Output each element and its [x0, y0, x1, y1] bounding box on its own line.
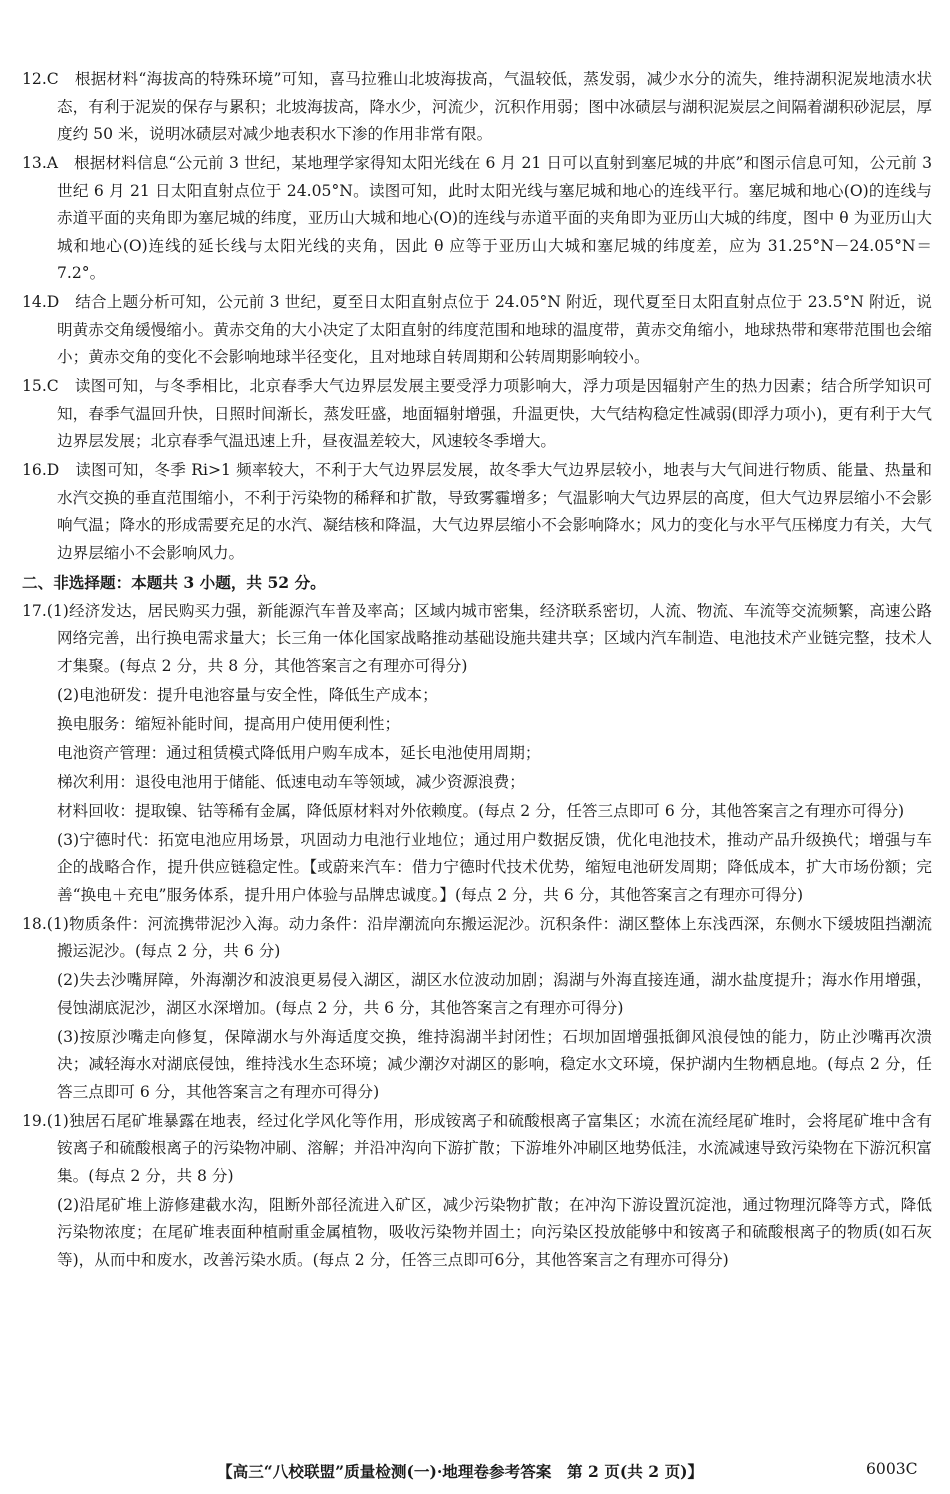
- answer-17-part-2-swap-service: 换电服务：缩短补能时间，提高用户使用便利性；: [57, 714, 401, 733]
- answer-sheet-body: [22, 66, 932, 1276]
- answer-18-part-1: 18.(1)物质条件：河流携带泥沙入海。动力条件：沿岸潮流向东搬运泥沙。沉积条件：湖区整体上东浅西深，东侧水下缓坡阻挡潮流搬运泥沙。(每点 2 分，共 6 分): [22, 914, 932, 960]
- answer-17-part-2-recycling: 材料回收：提取镍、钴等稀有金属，降低原材料对外依赖度。(每点 2 分，任答三点即可 6 分，其他答案言之有理亦可得分): [57, 801, 905, 820]
- answer-18-part-3: (3)按原沙嘴走向修复，保障湖水与外海适度交换，维持潟湖半封闭性；石坝加固增强抵御风浪侵蚀的能力，防止沙嘴再次溃决；减轻海水对湖底侵蚀，维持浅水生态环境；减少潮汐对湖区的影响，稳定水文环境，保护湖内生物栖息地。(每点 2 分，任答三点即可 6 分，其他答案言之有理亦可得分): [57, 1027, 932, 1101]
- answer-19-part-2: (2)沿尾矿堆上游修建截水沟，阻断外部径流进入矿区，减少污染物扩散；在冲沟下游设置沉淀池，通过物理沉降等方式，降低污染物浓度；在尾矿堆表面种植耐重金属植物，吸收污染物并固土；向污染区投放能够中和铵离子和硫酸根离子的物质(如石灰等)，从而中和废水，改善污染水质。(每点 2 分，任答三点即可6分，其他答案言之有理亦可得分): [57, 1195, 932, 1269]
- section-heading-non-choice: 二、非选择题：本题共 3 小题，共 52 分。: [22, 572, 326, 592]
- footer-title: 【高三“八校联盟”质量检测(一)·地理卷参考答案 第 2 页(共 2 页)】: [217, 1462, 704, 1481]
- answer-17-part-3: (3)宁德时代：拓宽电池应用场景，巩固动力电池行业地位；通过用户数据反馈，优化电池技术，推动产品升级换代；增强与车企的战略合作，提升供应链稳定性。【或蔚来汽车：借力宁德时代技术优势，缩短电池研发周期；降低成本，扩大市场份额；完善“换电＋充电”服务体系，提升用户体验与品牌忠诚度。】(每点 2 分，共 6 分，其他答案言之有理亦可得分): [57, 830, 932, 904]
- answer-12: 12.C 根据材料“海拔高的特殊环境”可知，喜马拉雅山北坡海拔高，气温较低，蒸发弱，减少水分的流失，维持湖积泥炭地渍水状态，有利于泥炭的保存与累积；北坡海拔高，降水少，河流少，沉积作用弱；图中冰碛层与湖积泥炭层之间隔着湖积砂泥层，厚度约 50 米，说明冰碛层对减少地表积水下渗的作用非常有限。: [22, 70, 932, 143]
- answer-17-part-1: 17.(1)经济发达，居民购买力强，新能源汽车普及率高；区域内城市密集，经济联系密切，人流、物流、车流等交流频繁，高速公路网络完善，出行换电需求量大；长三角一体化国家战略推动基础设施共建共享；区域内汽车制造、电池技术产业链完整，技术人才集聚。(每点 2 分，共 8 分，其他答案言之有理亦可得分): [22, 601, 932, 675]
- answer-16: 16.D 读图可知，冬季 Ri>1 频率较大，不利于大气边界层发展，故冬季大气边界层较小，地表与大气间进行物质、能量、热量和水汽交换的垂直范围缩小，不利于污染物的稀释和扩散，导致雾霾增多；气温影响大气边界层的高度，但大气边界层缩小不会影响气温；降水的形成需要充足的水汽、凝结核和降温，大气边界层缩小不会影响降水；风力的变化与水平气压梯度力有关，大气边界层缩小不会影响风力。: [22, 461, 932, 562]
- answer-15: 15.C 读图可知，与冬季相比，北京春季大气边界层发展主要受浮力项影响大，浮力项是因辐射产生的热力因素；结合所学知识可知，春季气温回升快，日照时间渐长，蒸发旺盛，地面辐射增强，升温更快，大气结构稳定性减弱(即浮力项小)，更有利于大气边界层发展；北京春季气温迅速上升，昼夜温差较大，风速较冬季增大。: [22, 377, 932, 450]
- answer-17-part-2-asset-management: 电池资产管理：通过租赁模式降低用户购车成本，延长电池使用周期；: [57, 743, 541, 762]
- answer-14: 14.D 结合上题分析可知，公元前 3 世纪，夏至日太阳直射点位于 24.05°N 附近，现代夏至日太阳直射点位于 23.5°N 附近，说明黄赤交角缓慢缩小。黄赤交角的大小决定了太阳直射的纬度范围和地球的温度带，黄赤交角缩小，地球热带和寒带范围也会缩小；黄赤交角的变化不会影响地球半径变化，且对地球自转周期和公转周期影响较小。: [22, 293, 932, 366]
- answer-19-part-1: 19.(1)独居石尾矿堆暴露在地表，经过化学风化等作用，形成铵离子和硫酸根离子富集区；水流在流经尾矿堆时，会将尾矿堆中含有铵离子和硫酸根离子的污染物冲刷、溶解；并沿冲沟向下游扩散；下游堆外冲刷区地势低洼，水流减速导致污染物在下游沉积富集。(每点 2 分，共 8 分): [22, 1111, 932, 1185]
- answer-13: 13.A 根据材料信息“公元前 3 世纪，某地理学家得知太阳光线在 6 月 21 日可以直射到塞尼城的井底”和图示信息可知，公元前 3 世纪 6 月 21 日太阳直射点位于 24.05°N。读图可知，此时太阳光线与塞尼城和地心的连线平行。塞尼城和地心(O)的连线与赤道平面的夹角即为塞尼城的纬度，亚历山大城和地心(O)的连线与赤道平面的夹角即为亚历山大城的纬度，图中 θ 为亚历山大城和地心(O)连线的延长线与太阳光线的夹角，因此 θ 应等于亚历山大城和塞尼城的纬度差，应为 31.25°N－24.05°N＝7.2°。: [22, 154, 932, 282]
- answer-17-part-2-cascade-use: 梯次利用：退役电池用于储能、低速电动车等领域，减少资源浪费；: [57, 772, 525, 791]
- footer-code: 6003C: [866, 1460, 918, 1478]
- answer-17-part-2-battery-rd: (2)电池研发：提升电池容量与安全性，降低生产成本；: [57, 685, 438, 704]
- answer-18-part-2: (2)失去沙嘴屏障，外海潮汐和波浪更易侵入湖区，湖区水位波动加剧；潟湖与外海直接连通，湖水盐度提升；海水作用增强，侵蚀湖底泥沙，湖区水深增加。(每点 2 分，共 6 分，其他答案言之有理亦可得分): [57, 971, 932, 1017]
